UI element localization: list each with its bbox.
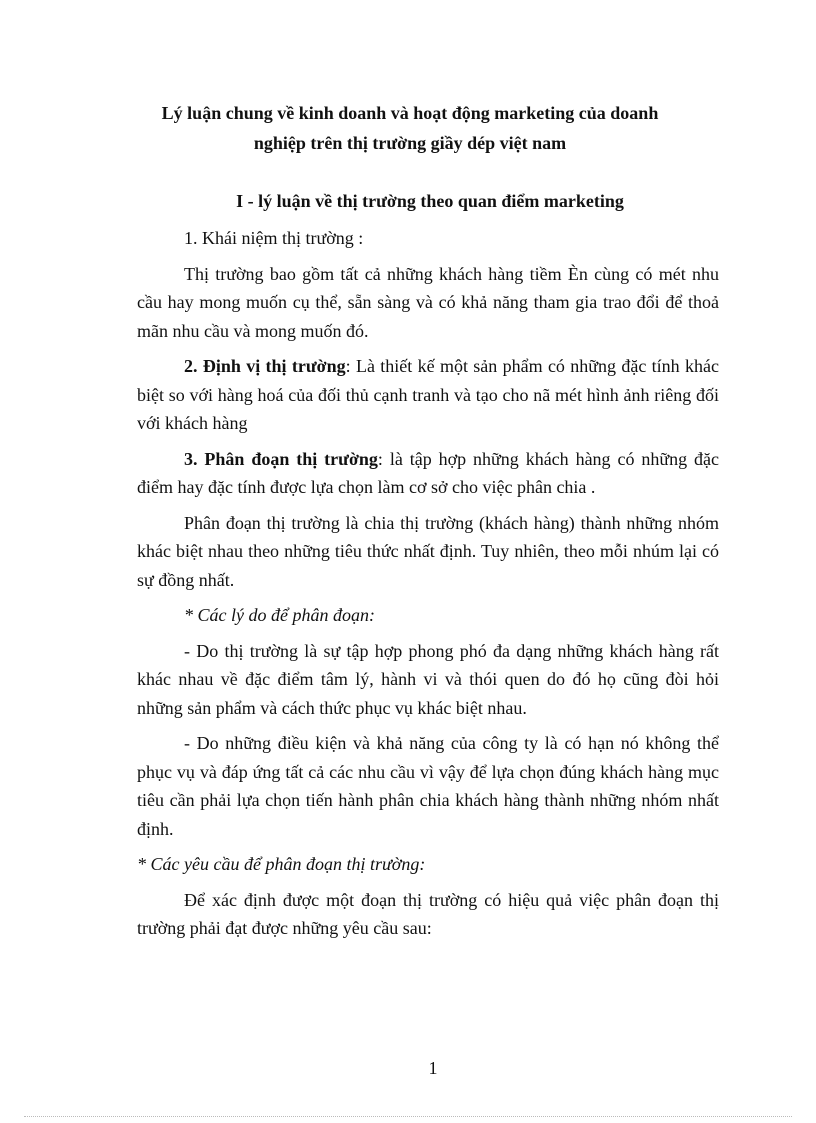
paragraph-market-definition: Thị trường bao gồm tất cả những khách hàng tiềm Èn cùng có mét nhu cầu hay mong muốn cụ thể, sẵn sàng và có khả năng tham gia trao đổi để thoả mãn nhu cầu và mong muốn đó.	[137, 263, 719, 341]
document-title	[120, 98, 700, 158]
document-body	[137, 224, 719, 950]
page-bottom-divider	[24, 1116, 792, 1117]
paragraph-reason-2: - Do những điều kiện và khả năng của công ty là có hạn nó không thể phục vụ và đáp ứng tất cả các nhu cầu vì vậy để lựa chọn đúng khách hàng mục tiêu cần phải lựa chọn tiến hành phân chia khách hàng thành những nhóm nhất định.	[137, 733, 719, 839]
paragraph-market-concept-heading: 1. Khái niệm thị trường :	[184, 228, 364, 248]
title-line-2: nghiệp trên thị trường giầy dép việt nam	[253, 133, 567, 153]
positioning-definition: : Là thiết kế một sản phẩm có những đặc tính khác biệt so với hàng hoá của đối thủ cạnh tranh và tạo cho nã mét hình ảnh riêng đối với khách hàng	[137, 356, 719, 433]
paragraph-reasons-heading: * Các lý do để phân đoạn:	[184, 605, 375, 625]
paragraph-positioning	[137, 352, 719, 438]
page-number: 1	[428, 1058, 438, 1078]
paragraph-requirements: Để xác định được một đoạn thị trường có hiệu quả việc phân đoạn thị trường phải đạt được những yêu cầu sau:	[137, 889, 719, 938]
section-heading: I - lý luận về thị trường theo quan điểm marketing	[236, 191, 624, 211]
paragraph-segmentation	[137, 445, 719, 502]
title-line-1: Lý luận chung về kinh doanh và hoạt động marketing của doanh	[161, 103, 659, 123]
segmentation-definition: : là tập hợp những khách hàng có những đặc điểm hay đặc tính được lựa chọn làm cơ sở cho việc phân chia .	[137, 448, 719, 497]
paragraph-requirements-heading: * Các yêu cầu để phân đoạn thị trường:	[137, 854, 426, 874]
positioning-term: 2. Định vị thị trường	[184, 356, 346, 376]
paragraph-segmentation-explanation: Phân đoạn thị trường là chia thị trường (khách hàng) thành những nhóm khác biệt nhau theo những tiêu thức nhất định. Tuy nhiên, theo mỗi nhúm lại có sự đồng nhất.	[137, 512, 719, 590]
segmentation-term: 3. Phân đoạn thị trường	[184, 448, 378, 469]
paragraph-reason-1: - Do thị trường là sự tập hợp phong phó đa dạng những khách hàng rất khác nhau về đặc điểm tâm lý, hành vi và thói quen do đó họ cũng đòi hỏi những sản phẩm và cách thức phục vụ khác biệt nhau.	[137, 640, 719, 718]
